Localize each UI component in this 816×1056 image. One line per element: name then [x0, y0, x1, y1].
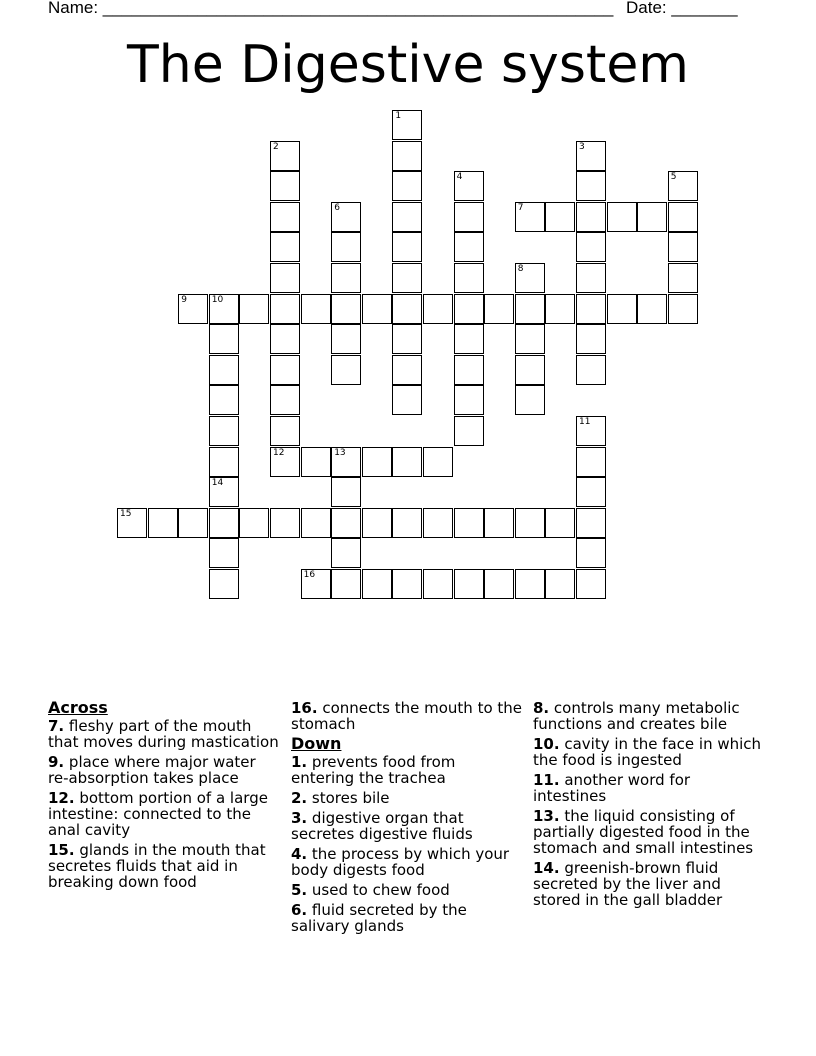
grid-cell-r4-c9[interactable] [392, 232, 422, 262]
clue-number-label: 6 [334, 202, 340, 213]
grid-cell-r13-c14[interactable] [545, 508, 575, 538]
grid-cell-r5-c9[interactable] [392, 263, 422, 293]
grid-cell-r15-c10[interactable] [423, 569, 453, 599]
grid-cell-r4-c18[interactable] [668, 232, 698, 262]
grid-cell-r7-c5[interactable] [270, 324, 300, 354]
grid-cell-r6-c17[interactable] [637, 294, 667, 324]
clue-number-label: 1 [395, 111, 402, 121]
grid-cell-r7-c13[interactable] [515, 324, 545, 354]
grid-cell-r9-c13[interactable] [515, 385, 545, 415]
grid-cell-r9-c11[interactable] [454, 385, 484, 415]
grid-cell-r3-c5[interactable] [270, 202, 300, 232]
clue-number-label: 11 [579, 417, 591, 427]
grid-cell-r10-c5[interactable] [270, 416, 300, 446]
clue-number-label: 15 [120, 508, 132, 519]
clue-number-label: 12 [273, 447, 285, 458]
grid-cell-r6-c15[interactable] [576, 294, 606, 324]
clue-across-15: 15. glands in the mouth that secretes fluids that aid in breaking down food [48, 841, 266, 891]
clue-across-9: 9. place where major water re-absorption takes place [48, 753, 256, 787]
grid-cell-r5-c15[interactable] [576, 263, 606, 293]
grid-cell-r13-c5[interactable] [270, 508, 300, 538]
grid-cell-r13-c12[interactable] [484, 508, 514, 538]
grid-cell-r2-c15[interactable] [576, 171, 606, 201]
grid-cell-r1-c9[interactable] [392, 141, 422, 171]
grid-cell-r13-c15[interactable] [576, 508, 606, 538]
grid-cell-r6-c5[interactable] [270, 294, 300, 324]
grid-cell-r7-c15[interactable] [576, 324, 606, 354]
grid-cell-r6-c13[interactable] [515, 294, 545, 324]
grid-cell-r6-c12[interactable] [484, 294, 514, 324]
clue-across-16: 16. connects the mouth to the stomach [291, 699, 523, 733]
clue-number-label: 7 [517, 202, 524, 213]
clue-down-5: 5. used to chew food [291, 881, 450, 899]
grid-cell-r9-c3[interactable] [209, 385, 239, 415]
clue-across-7: 7. fleshy part of the mouth that moves during mastication [48, 717, 279, 751]
clues-column-3 [533, 700, 765, 912]
grid-cell-r2-c18[interactable] [668, 171, 698, 201]
grid-cell-r4-c5[interactable] [270, 232, 300, 262]
grid-cell-r3-c9[interactable] [392, 202, 422, 232]
down-heading: Down [291, 734, 342, 753]
grid-cell-r9-c5[interactable] [270, 385, 300, 415]
grid-cell-r4-c11[interactable] [454, 232, 484, 262]
grid-cell-r7-c7[interactable] [331, 324, 361, 354]
clue-down-13: 13. the liquid consisting of partially digested food in the stomach and small intestines [533, 807, 754, 857]
grid-cell-r11-c10[interactable] [423, 447, 453, 477]
clue-down-1: 1. prevents food from entering the trachea [291, 753, 456, 787]
grid-cell-r6-c14[interactable] [545, 294, 575, 324]
grid-cell-r15-c9[interactable] [392, 569, 422, 599]
grid-cell-r11-c8[interactable] [362, 447, 392, 477]
grid-cell-r13-c8[interactable] [362, 508, 392, 538]
clue-number-label: 2 [273, 141, 279, 152]
clue-number-label: 3 [579, 141, 585, 152]
grid-cell-r13-c3[interactable] [209, 508, 239, 538]
clue-number-label: 5 [670, 172, 677, 183]
grid-cell-r14-c7[interactable] [331, 538, 361, 568]
grid-cell-r13-c10[interactable] [423, 508, 453, 538]
grid-cell-r5-c18[interactable] [668, 263, 698, 293]
grid-cell-r3-c16[interactable] [607, 202, 637, 232]
clue-down-4: 4. the process by which your body digests food [291, 845, 510, 879]
grid-cell-r4-c15[interactable] [576, 232, 606, 262]
clue-number-label: 14 [211, 478, 224, 489]
grid-cell-r5-c5[interactable] [270, 263, 300, 293]
grid-cell-r7-c9[interactable] [392, 324, 422, 354]
grid-cell-r6-c4[interactable] [239, 294, 269, 324]
grid-cell-r15-c12[interactable] [484, 569, 514, 599]
clue-down-8: 8. controls many metabolic functions and creates bile [533, 699, 740, 733]
grid-cell-r15-c14[interactable] [545, 569, 575, 599]
clues-column-2 [291, 700, 523, 938]
grid-cell-r6-c11[interactable] [454, 294, 484, 324]
grid-cell-r6-c18[interactable] [668, 294, 698, 324]
grid-cell-r13-c0[interactable] [117, 508, 147, 538]
clue-number-label: 13 [334, 447, 346, 458]
grid-cell-r11-c5[interactable] [270, 447, 300, 477]
clue-across-12: 12. bottom portion of a large intestine: connected to the anal cavity [48, 789, 268, 839]
grid-cell-r8-c3[interactable] [209, 355, 239, 385]
grid-cell-r15-c13[interactable] [515, 569, 545, 599]
grid-cell-r10-c15[interactable] [576, 416, 606, 446]
grid-cell-r6-c6[interactable] [301, 294, 331, 324]
grid-cell-r8-c15[interactable] [576, 355, 606, 385]
grid-cell-r15-c7[interactable] [331, 569, 361, 599]
grid-cell-r3-c14[interactable] [545, 202, 575, 232]
grid-cell-r6-c16[interactable] [607, 294, 637, 324]
clue-down-2: 2. stores bile [291, 789, 390, 807]
grid-cell-r13-c9[interactable] [392, 508, 422, 538]
grid-cell-r11-c7[interactable] [331, 447, 361, 477]
grid-cell-r6-c7[interactable] [331, 294, 361, 324]
grid-cell-r5-c11[interactable] [454, 263, 484, 293]
grid-cell-r8-c9[interactable] [392, 355, 422, 385]
clue-down-10: 10. cavity in the face in which the food is ingested [533, 735, 762, 769]
grid-cell-r1-c5[interactable] [270, 141, 300, 171]
clue-down-3: 3. digestive organ that secretes digestive fluids [291, 809, 473, 843]
across-heading: Across [48, 698, 108, 717]
name-field-label: Name: ______________________________________________________ [48, 0, 614, 17]
grid-cell-r13-c2[interactable] [178, 508, 208, 538]
grid-cell-r1-c15[interactable] [576, 141, 606, 171]
grid-cell-r7-c3[interactable] [209, 324, 239, 354]
grid-cell-r2-c5[interactable] [270, 171, 300, 201]
page-title: The Digestive system [127, 35, 689, 95]
clue-number-label: 8 [517, 264, 524, 274]
grid-cell-r13-c13[interactable] [515, 508, 545, 538]
grid-cell-r13-c1[interactable] [148, 508, 178, 538]
grid-cell-r11-c6[interactable] [301, 447, 331, 477]
grid-cell-r13-c6[interactable] [301, 508, 331, 538]
grid-cell-r2-c11[interactable] [454, 171, 484, 201]
grid-cell-r8-c7[interactable] [331, 355, 361, 385]
clue-number-label: 10 [211, 294, 224, 305]
grid-cell-r0-c9[interactable] [392, 110, 422, 140]
clue-number-label: 4 [456, 172, 463, 183]
clue-down-6: 6. fluid secreted by the salivary glands [291, 901, 467, 935]
date-field-label: Date: _______ [626, 0, 738, 17]
grid-cell-r8-c5[interactable] [270, 355, 300, 385]
grid-cell-r10-c11[interactable] [454, 416, 484, 446]
grid-cell-r13-c4[interactable] [239, 508, 269, 538]
grid-cell-r5-c7[interactable] [331, 263, 361, 293]
grid-cell-r2-c9[interactable] [392, 171, 422, 201]
grid-cell-r6-c3[interactable] [209, 294, 239, 324]
grid-cell-r3-c18[interactable] [668, 202, 698, 232]
grid-cell-r5-c13[interactable] [515, 263, 545, 293]
clue-down-11: 11. another word for intestines [533, 771, 691, 805]
grid-cell-r15-c3[interactable] [209, 569, 239, 599]
grid-cell-r13-c7[interactable] [331, 508, 361, 538]
clue-down-14: 14. greenish-brown fluid secreted by the liver and stored in the gall bladder [533, 859, 723, 909]
grid-cell-r13-c11[interactable] [454, 508, 484, 538]
grid-cell-r6-c10[interactable] [423, 294, 453, 324]
clues-column-1 [48, 700, 280, 894]
grid-cell-r3-c11[interactable] [454, 202, 484, 232]
grid-cell-r3-c13[interactable] [515, 202, 545, 232]
grid-cell-r6-c9[interactable] [392, 294, 422, 324]
grid-cell-r8-c13[interactable] [515, 355, 545, 385]
grid-cell-r6-c8[interactable] [362, 294, 392, 324]
grid-cell-r3-c17[interactable] [637, 202, 667, 232]
clue-number-label: 9 [181, 294, 187, 305]
grid-cell-r11-c3[interactable] [209, 447, 239, 477]
grid-cell-r11-c15[interactable] [576, 447, 606, 477]
clue-number-label: 16 [303, 570, 316, 580]
grid-cell-r15-c8[interactable] [362, 569, 392, 599]
grid-cell-r8-c11[interactable] [454, 355, 484, 385]
grid-cell-r15-c6[interactable] [301, 569, 331, 599]
grid-cell-r15-c11[interactable] [454, 569, 484, 599]
grid-cell-r3-c15[interactable] [576, 202, 606, 232]
grid-cell-r10-c3[interactable] [209, 416, 239, 446]
grid-cell-r12-c3[interactable] [209, 477, 239, 507]
grid-cell-r14-c3[interactable] [209, 538, 239, 568]
grid-cell-r11-c9[interactable] [392, 447, 422, 477]
grid-cell-r7-c11[interactable] [454, 324, 484, 354]
grid-cell-r12-c15[interactable] [576, 477, 606, 507]
grid-cell-r6-c2[interactable] [178, 294, 208, 324]
grid-cell-r15-c15[interactable] [576, 569, 606, 599]
grid-cell-r3-c7[interactable] [331, 202, 361, 232]
grid-cell-r4-c7[interactable] [331, 232, 361, 262]
grid-cell-r14-c15[interactable] [576, 538, 606, 568]
grid-cell-r9-c9[interactable] [392, 385, 422, 415]
grid-cell-r12-c7[interactable] [331, 477, 361, 507]
